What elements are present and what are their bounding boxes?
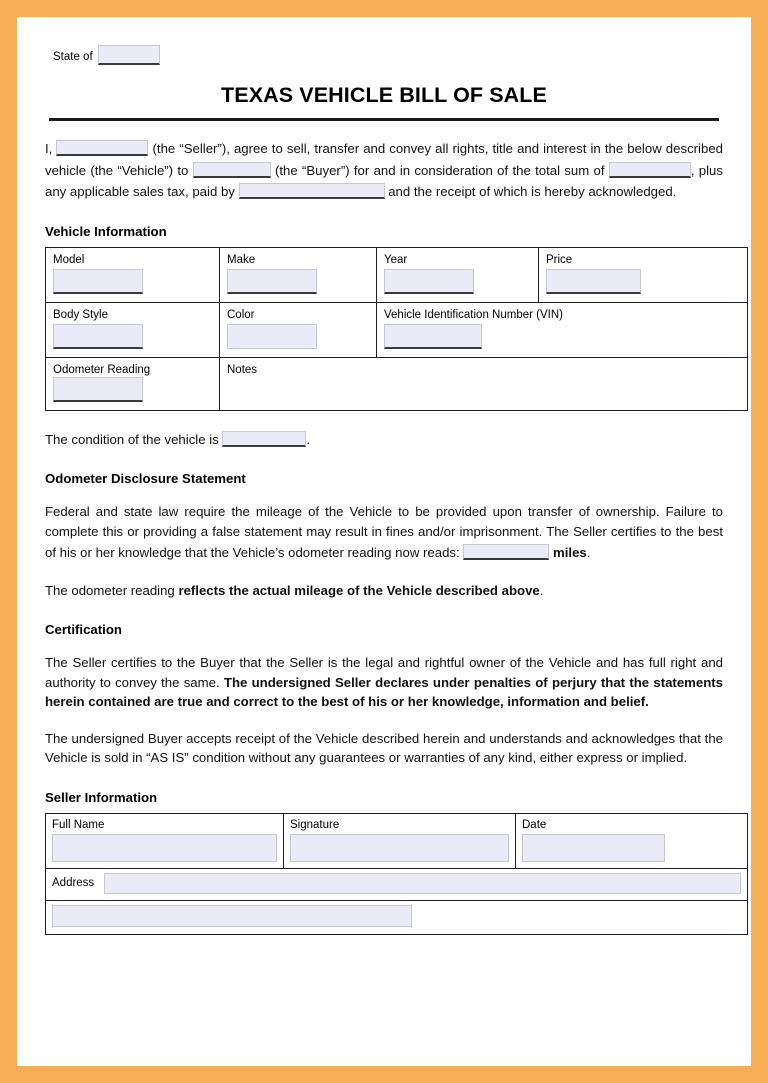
paid-by-input[interactable]: [239, 183, 385, 199]
odometer-reading-input[interactable]: [53, 377, 143, 402]
cell-full-name: [46, 813, 284, 868]
address-wrap: [52, 873, 741, 894]
year-label: Year: [384, 253, 408, 266]
intro-text-3: (the “Buyer”) for and in consideration of the total sum of: [274, 162, 605, 178]
reflects-prefix: The odometer reading: [45, 582, 175, 598]
full-name-label: Full Name: [52, 818, 105, 831]
table-row: [46, 247, 748, 302]
state-input[interactable]: [98, 45, 160, 65]
condition-prefix: The condition of the vehicle is: [45, 431, 219, 447]
cell-address: [46, 868, 748, 900]
table-row: [46, 813, 748, 868]
cell-city-state-zip: [46, 900, 748, 934]
cell-color: [220, 302, 377, 357]
condition-input[interactable]: [222, 431, 306, 447]
certification-bold-text: The undersigned Seller declares under penalties of perjury that the statements herein contained are true and correct to the best of his or her knowledge, information and belief.: [45, 674, 723, 709]
cell-date: [516, 813, 748, 868]
odometer-reading-label: Odometer Reading: [53, 363, 151, 376]
odometer-body-period: .: [586, 545, 591, 560]
address-input[interactable]: [104, 873, 741, 894]
cell-model: [46, 247, 220, 302]
odometer-disclosure-body: [45, 502, 723, 563]
state-of-row: [53, 39, 723, 65]
seller-name-input[interactable]: [56, 140, 148, 156]
price-label: Price: [546, 253, 573, 266]
seller-information-table: [45, 813, 748, 935]
model-label: Model: [53, 253, 85, 266]
intro-text-1: I,: [45, 141, 53, 156]
reflects-suffix: .: [539, 582, 544, 598]
vin-input[interactable]: [384, 324, 482, 349]
make-input[interactable]: [227, 269, 317, 294]
address-label: Address: [52, 877, 95, 889]
odometer-miles-word: miles: [553, 545, 587, 560]
signature-input[interactable]: [290, 834, 509, 862]
notes-label: Notes: [227, 363, 258, 376]
year-input[interactable]: [384, 269, 474, 294]
date-label: Date: [522, 818, 547, 831]
cell-odometer-reading: [46, 357, 220, 410]
odometer-miles-input[interactable]: [463, 544, 549, 560]
intro-text-5: and the receipt of which is hereby acknowledged.: [388, 184, 677, 199]
full-name-input[interactable]: [52, 834, 277, 862]
title-divider: [49, 118, 719, 121]
body-style-label: Body Style: [53, 308, 108, 321]
color-input[interactable]: [227, 324, 317, 349]
intro-text-2: (the “Seller”), agree to sell, transfer and convey all rights, title and interest in the below described vehicle (the “Vehicle”) to: [45, 141, 723, 178]
buyer-name-input[interactable]: [193, 162, 271, 178]
table-row: [46, 357, 748, 410]
cell-notes[interactable]: [220, 357, 748, 410]
table-row: [46, 302, 748, 357]
price-input[interactable]: [546, 269, 641, 294]
body-style-input[interactable]: [53, 324, 143, 349]
table-row: [46, 900, 748, 934]
cell-signature: [284, 813, 516, 868]
vehicle-information-table: [45, 247, 748, 411]
total-sum-input[interactable]: [609, 162, 691, 178]
vin-label: Vehicle Identification Number (VIN): [384, 308, 563, 321]
cell-body-style: [46, 302, 220, 357]
vehicle-information-heading: Vehicle Information: [45, 223, 167, 239]
certification-heading: Certification: [45, 622, 122, 637]
cell-year: [377, 247, 539, 302]
model-input[interactable]: [53, 269, 143, 294]
city-state-zip-input[interactable]: [52, 905, 412, 927]
certification-plain-text: The Seller certifies to the Buyer that the Seller is the legal and rightful owner of the Vehicle and has full right and authority to convey the same.: [45, 655, 723, 690]
state-of-label: State of: [53, 51, 93, 63]
intro-paragraph: [45, 137, 723, 202]
condition-suffix: .: [306, 431, 311, 447]
odometer-disclosure-heading: Odometer Disclosure Statement: [45, 471, 246, 486]
signature-label: Signature: [290, 818, 340, 831]
cell-make: [220, 247, 377, 302]
certification-paragraph-2: The undersigned Buyer accepts receipt of the Vehicle described herein and understands and acknowledges that the Vehicle is sold in “AS IS” condition without any guarantees or warranties of any kind, either express or implied.: [45, 730, 723, 765]
odometer-body-text: Federal and state law require the mileage of the Vehicle to be provided upon transfer of ownership. Failure to complete this or providing a false statement may result in fines and/or imprisonment. The Seller certifies to the best of his or her knowledge that the Vehicle’s odometer reading now reads:: [45, 504, 723, 560]
cell-vin: [377, 302, 748, 357]
reflects-bold: reflects the actual mileage of the Vehicle described above: [178, 582, 540, 598]
date-input[interactable]: [522, 834, 665, 862]
odometer-reflects-line: [45, 581, 723, 601]
make-label: Make: [227, 253, 256, 266]
cell-price: [539, 247, 748, 302]
paper-surface: [17, 17, 751, 1066]
page-title: TEXAS VEHICLE BILL OF SALE: [221, 83, 547, 107]
certification-paragraph-1: [45, 653, 723, 712]
intro-text-4: , plus any applicable sales tax, paid by: [45, 162, 723, 199]
table-row: [46, 868, 748, 900]
seller-information-heading: Seller Information: [45, 789, 158, 805]
color-label: Color: [227, 308, 255, 321]
condition-line: [45, 428, 723, 450]
